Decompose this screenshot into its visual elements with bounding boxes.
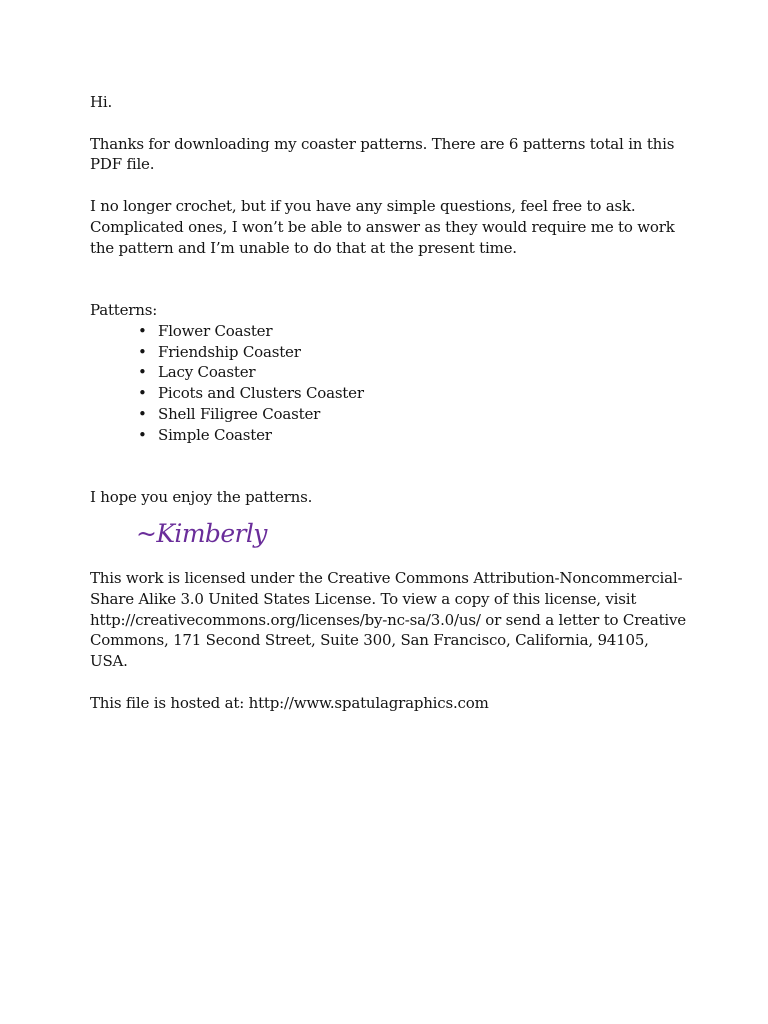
list-item: [90, 321, 690, 342]
spacer: [90, 672, 690, 693]
list-item: [90, 383, 690, 404]
thanks-paragraph: Thanks for downloading my coaster patterns. There are 6 patterns total in this PDF file.: [90, 134, 675, 174]
hosted-line: This file is hosted at: http://www.spatulagraphics.com: [90, 693, 489, 712]
signature: ~Kimberly: [136, 518, 267, 548]
note-paragraph: I no longer crochet, but if you have any simple questions, feel free to ask. Complicated ones, I won’t be able to answer as they would require me to work the pattern and I’m unable to do that at the present time.: [90, 196, 675, 257]
bullet-icon: •: [138, 321, 147, 340]
spacer: [90, 258, 690, 300]
pattern-name: Lacy Coaster: [158, 363, 256, 382]
bullet-icon: •: [138, 425, 147, 444]
pattern-name: Friendship Coaster: [158, 342, 301, 361]
spacer: [90, 113, 690, 134]
greeting: Hi.: [90, 93, 113, 111]
document-page: [90, 92, 690, 714]
pattern-name: Picots and Clusters Coaster: [158, 384, 364, 403]
list-item: [90, 362, 690, 383]
spacer: [90, 446, 690, 488]
pattern-name: Simple Coaster: [158, 425, 272, 444]
patterns-heading: Patterns:: [90, 300, 158, 319]
list-item: [90, 425, 690, 446]
pattern-name: Flower Coaster: [158, 321, 273, 340]
closing-line: I hope you enjoy the patterns.: [90, 488, 313, 507]
spacer: [90, 175, 690, 196]
pattern-name: Shell Filigree Coaster: [158, 404, 321, 423]
license-paragraph: This work is licensed under the Creative Commons Attribution-Noncommercial-Share Alike 3.0 United States License. To view a copy of this license, visit http://creativecommons.org/licenses/by-nc-sa/3.0/us/ or send a letter to Creative Commons, 171 Second Street, Suite 300, San Francisco, California, 94105, USA.: [90, 568, 686, 671]
list-item: [90, 404, 690, 425]
patterns-list: [90, 321, 690, 446]
bullet-icon: •: [138, 404, 147, 423]
list-item: [90, 342, 690, 363]
bullet-icon: •: [138, 384, 147, 403]
bullet-icon: •: [138, 363, 147, 382]
bullet-icon: •: [138, 342, 147, 361]
